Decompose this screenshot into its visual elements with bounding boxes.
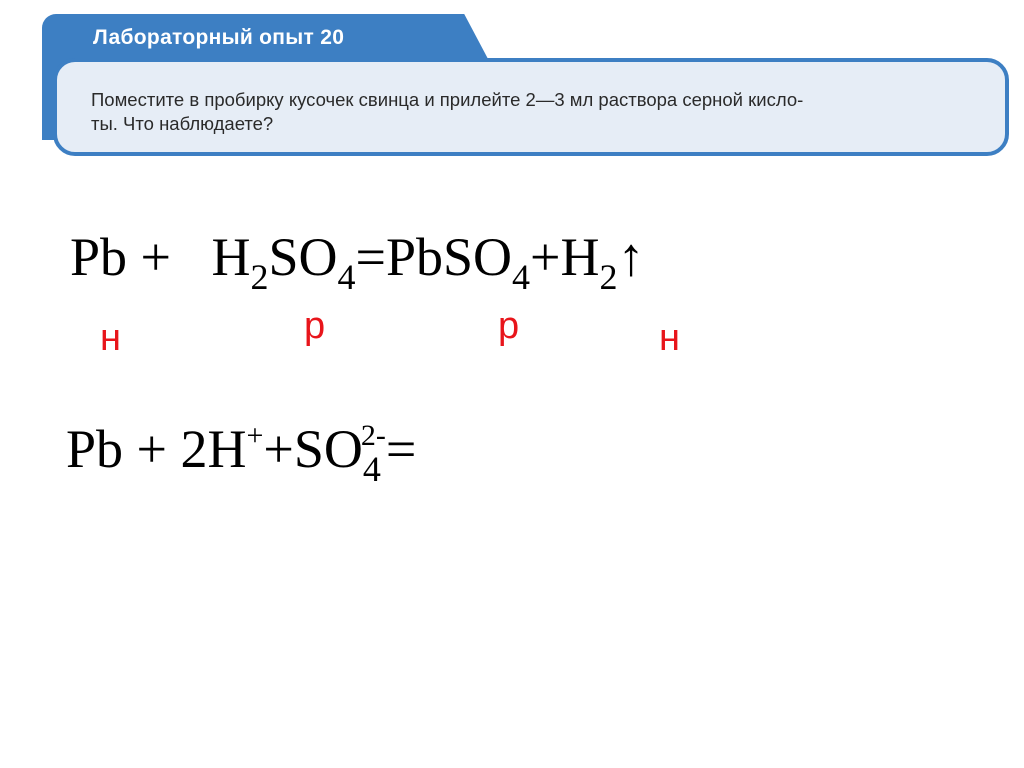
solubility-label-pbso4: р [498,305,520,347]
task-text-line-2: ты. Что наблюдаете? [91,113,274,134]
eq2-plus-so: +SO [263,419,363,479]
eq1-h2-product-subscript: 2 [599,257,618,297]
eq1-so: SO [268,227,338,287]
solubility-label-h2so4: р [304,305,326,347]
eq1-reactants: Pb + H [70,227,251,287]
eq1-pbso4-subscript: 4 [512,257,531,297]
task-text-line-1: Поместите в пробирку кусочек свинца и прилейте 2—3 мл раствора серной кисло- [91,89,804,110]
eq1-plus-h: +H [530,227,600,287]
task-text [91,88,991,136]
task-title: Лабораторный опыт 20 [93,26,345,49]
eq2-so4-charge: 2- [360,419,386,452]
molecular-equation [70,222,645,297]
eq2-h-charge: + [246,419,264,452]
ionic-equation [66,414,417,489]
eq1-pbso: =PbSO [355,227,513,287]
solubility-label-pb: н [100,317,121,359]
eq1-h2-subscript: 2 [250,257,269,297]
eq2-so4-subscript: 4 [362,449,381,489]
solubility-label-h2: н [659,317,680,359]
eq2-start: Pb + 2H [66,419,247,479]
eq1-so4-subscript: 4 [337,257,356,297]
eq2-equals: = [385,419,417,479]
gas-arrow-icon: ↑ [617,227,645,287]
